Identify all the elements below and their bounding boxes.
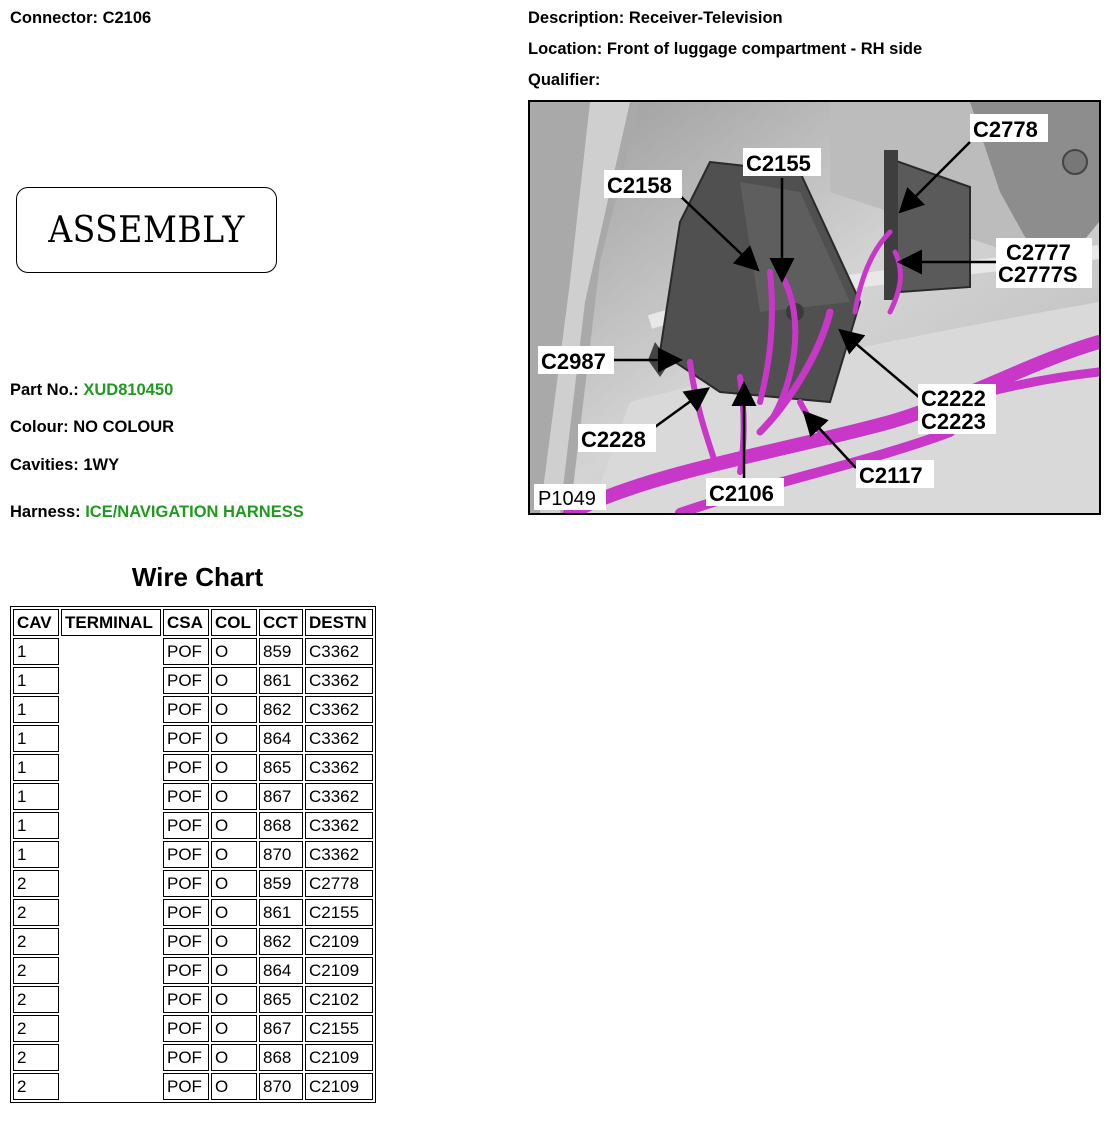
cell-col: O xyxy=(211,783,257,810)
colour-value: NO COLOUR xyxy=(73,418,175,436)
cell-csa: POF xyxy=(163,783,209,810)
cell-col: O xyxy=(211,638,257,665)
cell-col: O xyxy=(211,812,257,839)
cell-col: O xyxy=(211,754,257,781)
cell-cct: 865 xyxy=(259,986,303,1013)
cell-destn: C3362 xyxy=(305,725,373,752)
cell-cav: 1 xyxy=(13,725,59,752)
cell-cav: 1 xyxy=(13,696,59,723)
cell-cct: 859 xyxy=(259,870,303,897)
table-row xyxy=(13,638,373,665)
cell-cav: 1 xyxy=(13,841,59,868)
harness-line xyxy=(10,503,304,522)
callout-c2778: C2778 xyxy=(973,117,1038,142)
cell-destn: C3362 xyxy=(305,812,373,839)
harness-link[interactable]: ICE/NAVIGATION HARNESS xyxy=(85,503,304,521)
cell-col: O xyxy=(211,1015,257,1042)
cell-destn: C2109 xyxy=(305,957,373,984)
assembly-box xyxy=(16,187,277,273)
cell-cav: 1 xyxy=(13,812,59,839)
cell-destn: C2155 xyxy=(305,899,373,926)
cell-destn: C2109 xyxy=(305,928,373,955)
cell-csa: POF xyxy=(163,841,209,868)
cell-cav: 1 xyxy=(13,667,59,694)
wire-chart-header-row xyxy=(13,609,373,636)
harness-label: Harness: xyxy=(10,503,81,521)
wire-chart-title: Wire Chart xyxy=(131,562,264,592)
description-line xyxy=(528,9,783,28)
cell-col: O xyxy=(211,957,257,984)
qualifier-line xyxy=(528,71,600,90)
cell-csa: POF xyxy=(163,986,209,1013)
colour-line xyxy=(10,418,174,437)
location-diagram xyxy=(528,100,1101,515)
wire-chart-body xyxy=(13,638,373,1100)
description-value: Receiver-Television xyxy=(628,9,783,27)
cell-cct: 867 xyxy=(259,1015,303,1042)
cell-destn: C3362 xyxy=(305,638,373,665)
cell-col: O xyxy=(211,1044,257,1071)
figure-id: P1049 xyxy=(538,488,596,510)
location-label: Location: xyxy=(528,40,603,58)
part-number-line xyxy=(10,381,173,400)
cell-destn: C3362 xyxy=(305,841,373,868)
cell-cav: 2 xyxy=(13,1044,59,1071)
connector-value: C2106 xyxy=(102,9,152,27)
callout-c2106: C2106 xyxy=(709,481,774,506)
callout-c2223: C2223 xyxy=(921,409,986,434)
secondary-module-bracket xyxy=(884,150,898,300)
callout-c2155: C2155 xyxy=(746,151,811,176)
cell-cct: 859 xyxy=(259,638,303,665)
cell-csa: POF xyxy=(163,754,209,781)
cell-cct: 870 xyxy=(259,1073,303,1100)
cell-cct: 868 xyxy=(259,1044,303,1071)
callout-c2158: C2158 xyxy=(607,173,672,198)
cell-destn: C2109 xyxy=(305,1044,373,1071)
cell-destn: C2102 xyxy=(305,986,373,1013)
cell-col: O xyxy=(211,899,257,926)
callout-c2777s: C2777S xyxy=(998,262,1078,287)
connector-label: Connector: xyxy=(10,9,98,27)
cell-csa: POF xyxy=(163,1044,209,1071)
cell-cav: 2 xyxy=(13,899,59,926)
col-col: COL xyxy=(211,609,257,636)
location-line xyxy=(528,40,922,59)
cell-col: O xyxy=(211,696,257,723)
col-terminal: TERMINAL xyxy=(61,609,161,636)
cell-destn: C2109 xyxy=(305,1073,373,1100)
part-number-label: Part No.: xyxy=(10,381,79,399)
cell-cav: 2 xyxy=(13,986,59,1013)
cell-cav: 2 xyxy=(13,1015,59,1042)
cell-csa: POF xyxy=(163,899,209,926)
cell-csa: POF xyxy=(163,696,209,723)
cell-destn: C3362 xyxy=(305,783,373,810)
cavities-value: 1WY xyxy=(83,456,120,474)
cell-cav: 1 xyxy=(13,638,59,665)
cavities-line xyxy=(10,456,119,475)
cell-col: O xyxy=(211,986,257,1013)
cell-csa: POF xyxy=(163,667,209,694)
cell-csa: POF xyxy=(163,870,209,897)
cell-csa: POF xyxy=(163,638,209,665)
cell-cct: 862 xyxy=(259,928,303,955)
connector-line xyxy=(10,9,151,28)
cell-destn: C3362 xyxy=(305,667,373,694)
cell-csa: POF xyxy=(163,928,209,955)
cell-terminal xyxy=(61,638,161,1100)
cell-cct: 867 xyxy=(259,783,303,810)
cell-csa: POF xyxy=(163,812,209,839)
cell-col: O xyxy=(211,870,257,897)
cell-cav: 2 xyxy=(13,928,59,955)
cell-cct: 865 xyxy=(259,754,303,781)
col-cav: CAV xyxy=(13,609,59,636)
cell-cct: 870 xyxy=(259,841,303,868)
cell-cav: 2 xyxy=(13,957,59,984)
cell-destn: C3362 xyxy=(305,696,373,723)
cell-col: O xyxy=(211,725,257,752)
cell-col: O xyxy=(211,667,257,694)
cell-cav: 2 xyxy=(13,870,59,897)
cell-csa: POF xyxy=(163,1073,209,1100)
cell-col: O xyxy=(211,1073,257,1100)
cell-cct: 861 xyxy=(259,899,303,926)
cell-cav: 1 xyxy=(13,783,59,810)
qualifier-label: Qualifier: xyxy=(528,71,601,89)
description-label: Description: xyxy=(528,9,625,27)
callout-c2228: C2228 xyxy=(581,427,646,452)
col-destn: DESTN xyxy=(305,609,373,636)
cell-cct: 864 xyxy=(259,957,303,984)
callout-c2987: C2987 xyxy=(541,349,606,374)
assembly-text: ASSEMBLY xyxy=(48,210,245,251)
wire-chart-table xyxy=(10,606,376,1103)
cell-cct: 862 xyxy=(259,696,303,723)
cell-cct: 864 xyxy=(259,725,303,752)
callout-c2117: C2117 xyxy=(859,463,923,488)
cell-csa: POF xyxy=(163,957,209,984)
callout-c2222: C2222 xyxy=(921,386,986,411)
cell-cav: 2 xyxy=(13,1073,59,1100)
cell-csa: POF xyxy=(163,725,209,752)
col-cct: CCT xyxy=(259,609,303,636)
part-number-link[interactable]: XUD810450 xyxy=(83,381,174,399)
cell-col: O xyxy=(211,928,257,955)
cell-cct: 861 xyxy=(259,667,303,694)
cell-col: O xyxy=(211,841,257,868)
cell-destn: C2155 xyxy=(305,1015,373,1042)
callout-c2777: C2777 xyxy=(1006,240,1071,265)
cell-destn: C2778 xyxy=(305,870,373,897)
col-csa: CSA xyxy=(163,609,209,636)
cavities-label: Cavities: xyxy=(10,456,79,474)
colour-label: Colour: xyxy=(10,418,69,436)
cell-destn: C3362 xyxy=(305,754,373,781)
body-hole xyxy=(1063,150,1087,174)
location-diagram-svg xyxy=(530,102,1099,513)
cell-cav: 1 xyxy=(13,754,59,781)
cell-csa: POF xyxy=(163,1015,209,1042)
location-value: Front of luggage compartment - RH side xyxy=(606,40,923,58)
cell-cct: 868 xyxy=(259,812,303,839)
